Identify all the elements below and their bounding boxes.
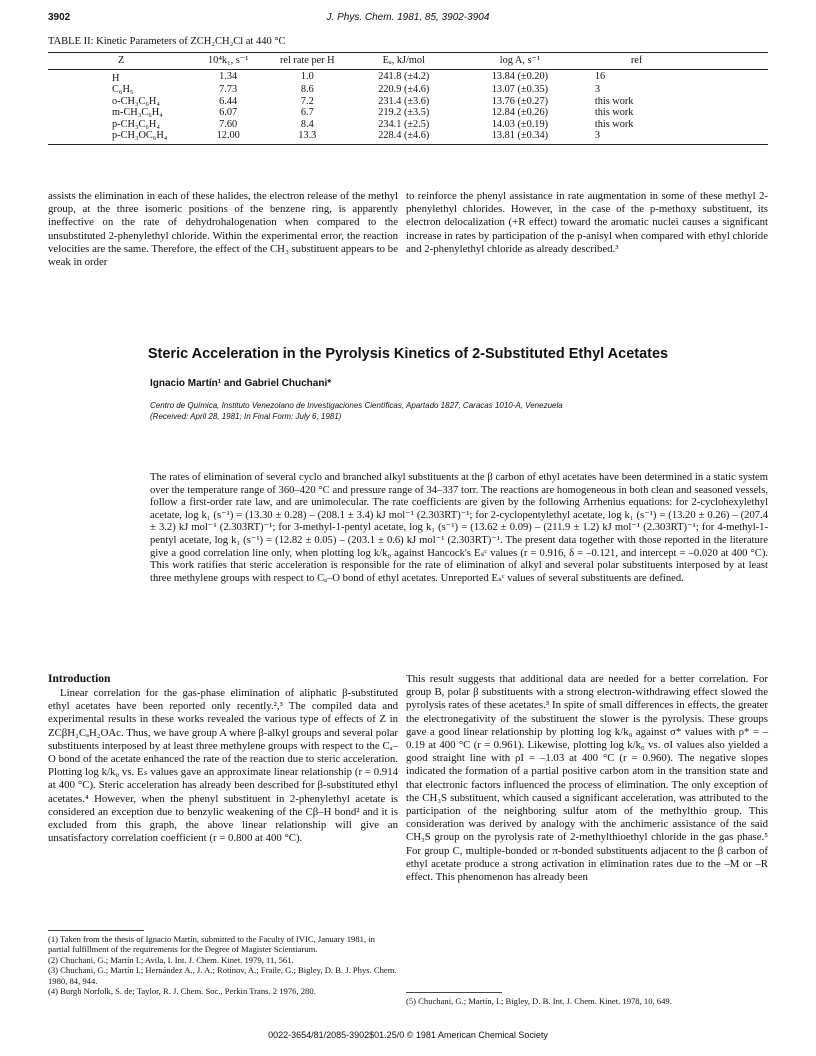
prev-article-right-column: to reinforce the phenyl assistance in rate augmentation in some of these methyl 2-phenylethyl chlorides. However, in the case of the p-methoxy substituent, its electron delocalization (+R effect) toward the aromatic nuclei causes a significant increase in rates by participation of the p-anisyl when compared with ethyl chloride and 2-phenylethyl chloride as already described.³: [406, 190, 768, 255]
section-heading: Introduction: [48, 673, 111, 685]
table-cell: 13.07 (±0.35): [491, 84, 549, 95]
table-cell: this work: [594, 118, 634, 130]
table-cell: 6.07: [219, 107, 238, 118]
kinetic-parameters-table: [48, 52, 768, 145]
table-cell: H: [112, 72, 120, 84]
copyright-footer: 0022-3654/81/2085-3902$01.25/0 © 1981 American Chemical Society: [268, 1030, 548, 1040]
page-number: 3902: [48, 12, 71, 23]
footnote: (4) Burgh Norfolk, S. de; Taylor, R. J. Chem. Soc., Perkin Trans. 2 1976, 280.: [48, 986, 316, 997]
table-cell: this work: [594, 107, 634, 118]
footnotes-right: [406, 992, 768, 1006]
table-cell: C₆H₅: [112, 84, 134, 95]
table-cell: 8.6: [300, 84, 314, 95]
table-row: [48, 84, 768, 96]
table-cell: o-CH₃C₆H₄: [112, 95, 160, 107]
footnote: (5) Chuchani, G.; Martín, I.; Bigley, D. B. Int. J. Chem. Kinet. 1978, 10, 649.: [406, 996, 672, 1006]
column-header: log A, s⁻¹: [455, 53, 585, 70]
table-cell: 1.0: [300, 71, 314, 82]
table-cell: 6.7: [300, 107, 314, 118]
table-cell: 13.76 (±0.27): [491, 95, 549, 107]
table-cell: p-CH₃OC₆H₄: [48, 130, 194, 144]
column-header: Z: [48, 53, 194, 70]
table-cell: 6.44: [219, 95, 238, 107]
table-header-row: [48, 53, 768, 70]
received-dates: (Received: April 28, 1981; In Final Form: July 6, 1981): [150, 412, 342, 421]
table-row: [48, 107, 768, 119]
table-cell: this work: [594, 95, 634, 107]
footnote: (3) Chuchani, G.; Martín I.; Hernández A., J. A.; Rotinov, A.; Fraile, G.; Bigley, D. B. J. Phys. Chem. 1980, 84, 944.: [48, 965, 397, 986]
table-cell: 14.03 (±0.19): [491, 118, 549, 130]
affiliation-text: Centro de Química, Instituto Venezolano de Investigaciones Científicas, Apartado 1827, Caracas 1010-A, Venezuela: [150, 401, 563, 410]
table-row: [48, 96, 768, 108]
footnotes-left: [48, 930, 398, 996]
table-cell: 231.4 (±3.6): [378, 95, 430, 107]
table-cell: 241.8 (±4.2): [378, 71, 430, 82]
table-cell: 12.00: [194, 130, 262, 144]
table-cell: 7.73: [219, 84, 238, 95]
footnote-rule: [48, 930, 144, 931]
column-header: ref: [585, 53, 768, 70]
column-header: Eₐ, kJ/mol: [353, 53, 455, 70]
footnote: (2) Chuchani, G.; Martín I.; Avila, I. Int. J. Chem. Kinet. 1979, 11, 561.: [48, 954, 294, 965]
column-header: rel rate per H: [262, 53, 353, 70]
article-title: Steric Acceleration in the Pyrolysis Kinetics of 2-Substituted Ethyl Acetates: [147, 346, 669, 362]
prev-article-left-column: assists the elimination in each of these halides, the electron release of the methyl group, at the three isomeric positions of the benzene ring, is apparently ineffective on the rate of dehydrohalogenation when compared to the unsubstituted 2-phenylethyl chloride. Within the experimental error, the reaction velocities are the same. Therefore, the effect of the CH₃ substituent appears to be weak in order: [48, 190, 398, 269]
table-row: [48, 130, 768, 144]
article-authors: Ignacio Martín¹ and Gabriel Chuchani*: [150, 378, 332, 389]
table-cell: 228.4 (±4.6): [353, 130, 455, 144]
table-cell: p-CH₃C₆H₄: [112, 118, 160, 130]
table-row: [48, 69, 768, 84]
table-cell: 8.4: [300, 118, 314, 130]
table-cell: 3: [585, 130, 768, 144]
table-cell: 13.3: [262, 130, 353, 144]
table-cell: 234.1 (±2.5): [378, 118, 430, 130]
table-cell: 7.2: [300, 95, 314, 107]
table-caption: TABLE II: Kinetic Parameters of ZCH₂CH₂Cl at 440 °C: [48, 36, 286, 47]
author-affiliation: [150, 400, 710, 422]
table-cell: 13.81 (±0.34): [455, 130, 585, 144]
table-cell: 16: [594, 71, 606, 82]
footnote-rule: [406, 992, 502, 993]
table-cell: 12.84 (±0.26): [491, 107, 549, 118]
table-cell: m-CH₃C₆H₄: [112, 107, 163, 118]
abstract: The rates of elimination of several cyclo and branched alkyl substituents at the β carbon of ethyl acetates have been determined in a static system over the temperature range of 360–420 °C and pressure range of 34–337 torr. The reactions are homogeneous in both clean and seasoned vessels, follow a first-order rate law, and are unimolecular. The rate coefficients are given by the following Arrhenius equations: for 2-cyclohexylethyl acetate, log k₁ (s⁻¹) = (13.30 ± 0.28) – (208.1 ± 3.4) kJ mol⁻¹ (2.303RT)⁻¹; for 2-cyclopentylethyl acetate, log k₁ (s⁻¹) = (13.20 ± 0.26) – (207.4 ± 3.2) kJ mol⁻¹ (2.303RT)⁻¹; for 3-methyl-1-pentyl acetate, log k₁ (s⁻¹) = (13.62 ± 0.09) – (211.9 ± 1.2) kJ mol⁻¹ (2.303RT)⁻¹; for 4-methyl-1-pentyl acetate, log k₁ (s⁻¹) = (12.82 ± 0.05) – (203.1 ± 0.6) kJ mol⁻¹ (2.303RT)⁻¹. The present data together with those reported in the literature give a good correlation line only, when plotting log k/k₀ against Hancock's Eₛᶜ values (r = 0.916, δ = –0.121, and intercept = –0.020 at 400 °C). This work ratifies that steric acceleration is responsible for the rate of elimination of alkyl and several polar substituents interposed by at least three methylene groups with respect to Cₐ–O bond of ethyl acetates. Unreported Eₛᶜ values of several substituents are defined.: [150, 472, 768, 584]
intro-right-column: This result suggests that additional data are needed for a better correlation. For group B, polar β substituents with a strong electron-withdrawing effect slowed the pyrolysis rates of these acetates.³ In spite of small differences in effects, the greater the electronegativity of the substituent the slower is the pyrolysis. These groups gave a good linear relationship by plotting log k/k₀ against σ* values with ρ* = –0.19 at 400 °C (r = 0.961). Likewise, plotting log k/k₀ vs. σI values also yielded a good straight line with ρI = –1.03 at 400 °C (r = 0.960). The negative slopes indicated the formation of a partial positive carbon atom in the transition state and that electronic factors influenced the process of elimination. The only exception of the CH₃S substituent, which caused a significant acceleration, was attributed to the participation of the neighboring sulfur atom of the methylthio group. This consideration was derived by analogy with the anchimeric assistance of the said CH₃S group on the pyrolysis rate of 2-methylthioethyl chloride in the gas phase.⁵ For group C, multiple-bonded or π-bonded substituents adjacent to the β carbon of ethyl acetate produce a strong activation in elimination rates due to the –M or –R effect. This phenomenon has already been: [406, 673, 768, 884]
footnote: (1) Taken from the thesis of Ignacio Martín, submitted to the Faculty of IVIC, January 1981, in partial fulfillment of the requirements for the Degree of Magister Scientiarum.: [48, 934, 375, 955]
table-cell: 220.9 (±4.6): [378, 84, 430, 95]
table-cell: 1.34: [219, 71, 238, 82]
table-cell: 7.60: [219, 118, 238, 130]
body-paragraph: Linear correlation for the gas-phase elimination of aliphatic β-substituted ethyl acetates have been reported only recently.²,³ The compiled data and experimental results in these works revealed the various type of effects of Z in ZCβH₂CₐH₂OAc. Thus, we have group A where β-alkyl groups and several polar substituents interposed by at least three methylene groups with respect to the Cₐ–O bond of the acetate enhanced the rate of the reaction due to steric acceleration. Plotting log k/k₀ vs. Eₛ values gave an approximate linear relationship (r = 0.914 at 400 °C). Steric acceleration has already been described for β-substituted ethyl acetates.⁴ However, when the phenyl substituent in 2-phenylethyl acetate is considered an exception due to benzylic weakening of the Cβ–H bond² and it is excluded from this graph, the above linear relationship will give an unsatisfactory correlation coefficient (r = 0.800 at 400 °C).: [48, 687, 398, 845]
column-header: 10⁴k₁, s⁻¹: [194, 53, 262, 70]
table-row: [48, 119, 768, 131]
table-cell: 13.84 (±0.20): [491, 71, 549, 82]
table-cell: 3: [594, 84, 600, 95]
intro-left-column: [48, 673, 398, 845]
table-cell: 219.2 (±3.5): [378, 107, 430, 118]
journal-citation: J. Phys. Chem. 1981, 85, 3902-3904: [326, 12, 490, 23]
